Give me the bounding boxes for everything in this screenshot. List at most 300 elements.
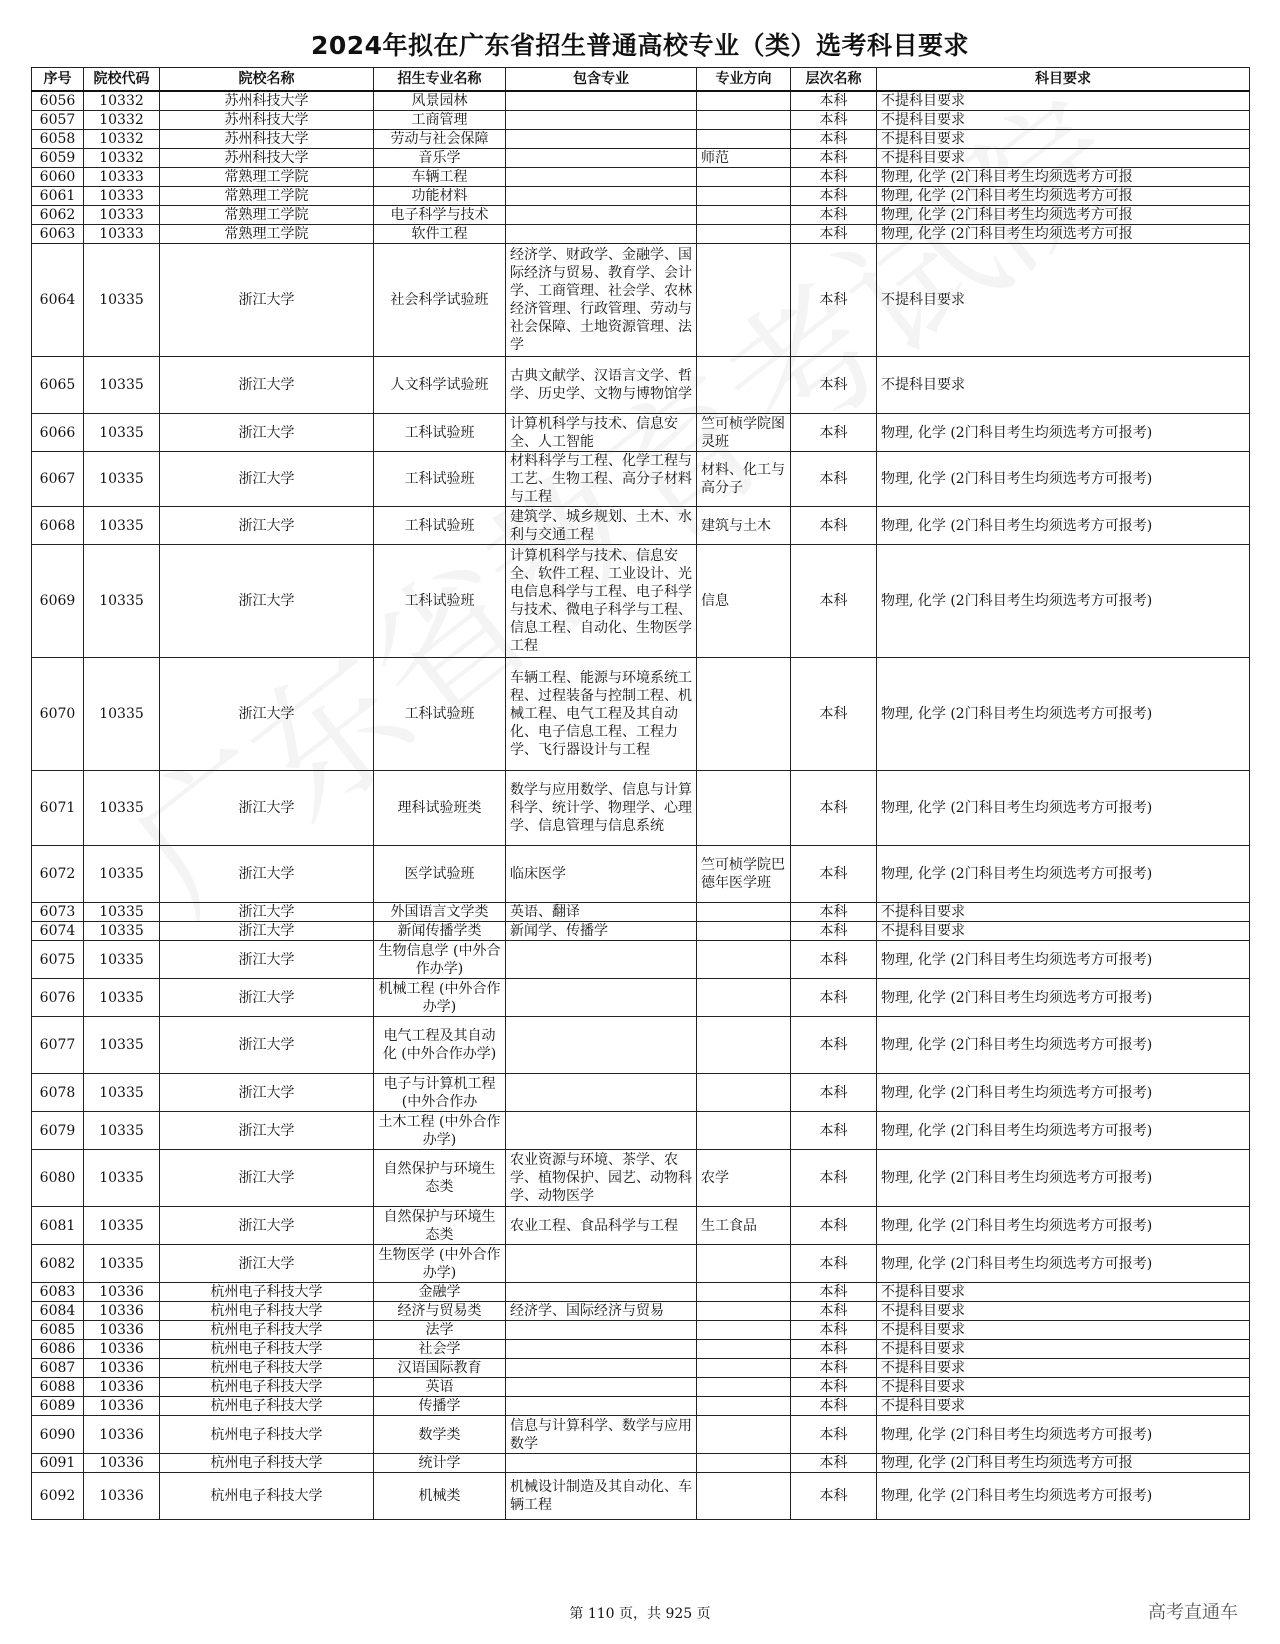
header-school: 院校名称 — [160, 68, 374, 92]
major-direction — [697, 91, 791, 111]
subject-requirement: 不提科目要求 — [877, 1340, 1250, 1359]
school-code: 10336 — [84, 1397, 160, 1416]
row-number: 6062 — [32, 206, 84, 225]
school-code: 10336 — [84, 1283, 160, 1302]
major-name: 汉语国际教育 — [374, 1359, 506, 1378]
school-code: 10335 — [84, 771, 160, 846]
table-row — [32, 357, 1250, 414]
degree-level: 本科 — [791, 1454, 877, 1473]
header-no: 序号 — [32, 68, 84, 92]
row-number: 6074 — [32, 922, 84, 941]
major-name: 英语 — [374, 1378, 506, 1397]
major-name: 人文科学试验班 — [374, 357, 506, 414]
school-name: 苏州科技大学 — [160, 111, 374, 130]
table-row — [32, 545, 1250, 658]
school-code: 10333 — [84, 168, 160, 187]
subject-requirement: 不提科目要求 — [877, 1397, 1250, 1416]
row-number: 6089 — [32, 1397, 84, 1416]
major-name: 医学试验班 — [374, 846, 506, 903]
school-name: 浙江大学 — [160, 357, 374, 414]
row-number: 6079 — [32, 1112, 84, 1150]
table-row — [32, 507, 1250, 545]
degree-level: 本科 — [791, 225, 877, 244]
table-row — [32, 1207, 1250, 1245]
major-direction — [697, 1112, 791, 1150]
included-majors: 英语、翻译 — [506, 903, 697, 922]
school-name: 杭州电子科技大学 — [160, 1378, 374, 1397]
major-name: 机械类 — [374, 1473, 506, 1520]
table-row — [32, 1473, 1250, 1520]
degree-level: 本科 — [791, 658, 877, 771]
school-code: 10335 — [84, 414, 160, 452]
table-row — [32, 244, 1250, 357]
school-code: 10333 — [84, 187, 160, 206]
table-row — [32, 1397, 1250, 1416]
school-name: 浙江大学 — [160, 244, 374, 357]
subject-requirement: 物理, 化学 (2门科目考生均须选考方可报考) — [877, 1017, 1250, 1074]
included-majors: 临床医学 — [506, 846, 697, 903]
major-name: 劳动与社会保障 — [374, 130, 506, 149]
row-number: 6057 — [32, 111, 84, 130]
subject-requirement: 不提科目要求 — [877, 111, 1250, 130]
school-name: 常熟理工学院 — [160, 187, 374, 206]
table-row — [32, 1112, 1250, 1150]
included-majors — [506, 1378, 697, 1397]
included-majors — [506, 149, 697, 168]
page-title: 2024年拟在广东省招生普通高校专业（类）选考科目要求 — [310, 31, 970, 60]
school-name: 常熟理工学院 — [160, 225, 374, 244]
header-code: 院校代码 — [84, 68, 160, 92]
school-code: 10335 — [84, 903, 160, 922]
header-direction: 专业方向 — [697, 68, 791, 92]
major-name: 工科试验班 — [374, 414, 506, 452]
table-row — [32, 922, 1250, 941]
major-name: 新闻传播学类 — [374, 922, 506, 941]
table-row — [32, 771, 1250, 846]
school-name: 杭州电子科技大学 — [160, 1416, 374, 1454]
school-name: 浙江大学 — [160, 771, 374, 846]
major-name: 工商管理 — [374, 111, 506, 130]
major-direction — [697, 111, 791, 130]
table-row — [32, 206, 1250, 225]
school-name: 浙江大学 — [160, 1150, 374, 1207]
included-majors — [506, 168, 697, 187]
subject-requirement: 不提科目要求 — [877, 149, 1250, 168]
table-row — [32, 1321, 1250, 1340]
row-number: 6083 — [32, 1283, 84, 1302]
subject-requirement: 物理, 化学 (2门科目考生均须选考方可报 — [877, 1454, 1250, 1473]
included-majors — [506, 187, 697, 206]
degree-level: 本科 — [791, 507, 877, 545]
school-name: 杭州电子科技大学 — [160, 1359, 374, 1378]
school-name: 杭州电子科技大学 — [160, 1302, 374, 1321]
subject-requirement: 物理, 化学 (2门科目考生均须选考方可报考) — [877, 941, 1250, 979]
row-number: 6068 — [32, 507, 84, 545]
included-majors: 材料科学与工程、化学工程与工艺、生物工程、高分子材料与工程 — [506, 452, 697, 507]
degree-level: 本科 — [791, 1017, 877, 1074]
major-direction — [697, 979, 791, 1017]
school-name: 苏州科技大学 — [160, 91, 374, 111]
school-code: 10335 — [84, 507, 160, 545]
row-number: 6070 — [32, 658, 84, 771]
major-name: 传播学 — [374, 1397, 506, 1416]
row-number: 6092 — [32, 1473, 84, 1520]
subject-requirement: 物理, 化学 (2门科目考生均须选考方可报考) — [877, 1112, 1250, 1150]
school-name: 浙江大学 — [160, 507, 374, 545]
degree-level: 本科 — [791, 1112, 877, 1150]
row-number: 6058 — [32, 130, 84, 149]
subject-requirement: 物理, 化学 (2门科目考生均须选考方可报考) — [877, 1473, 1250, 1520]
row-number: 6086 — [32, 1340, 84, 1359]
school-code: 10335 — [84, 846, 160, 903]
major-direction — [697, 1283, 791, 1302]
subject-requirement: 物理, 化学 (2门科目考生均须选考方可报考) — [877, 1245, 1250, 1283]
school-code: 10335 — [84, 244, 160, 357]
subject-requirement: 物理, 化学 (2门科目考生均须选考方可报考) — [877, 658, 1250, 771]
subject-requirement: 物理, 化学 (2门科目考生均须选考方可报考) — [877, 1074, 1250, 1112]
school-name: 浙江大学 — [160, 979, 374, 1017]
major-direction: 竺可桢学院图灵班 — [697, 414, 791, 452]
subject-requirement: 不提科目要求 — [877, 1359, 1250, 1378]
row-number: 6082 — [32, 1245, 84, 1283]
major-direction — [697, 244, 791, 357]
degree-level: 本科 — [791, 1074, 877, 1112]
degree-level: 本科 — [791, 771, 877, 846]
subject-requirement: 不提科目要求 — [877, 1321, 1250, 1340]
subject-requirement: 物理, 化学 (2门科目考生均须选考方可报考) — [877, 507, 1250, 545]
school-code: 10335 — [84, 1017, 160, 1074]
subject-requirement: 不提科目要求 — [877, 130, 1250, 149]
major-direction: 师范 — [697, 149, 791, 168]
subject-requirement: 物理, 化学 (2门科目考生均须选考方可报考) — [877, 1416, 1250, 1454]
major-name: 社会科学试验班 — [374, 244, 506, 357]
major-name: 生物信息学 (中外合作办学) — [374, 941, 506, 979]
school-code: 10335 — [84, 941, 160, 979]
degree-level: 本科 — [791, 149, 877, 168]
school-code: 10335 — [84, 1074, 160, 1112]
table-row — [32, 149, 1250, 168]
degree-level: 本科 — [791, 922, 877, 941]
school-name: 杭州电子科技大学 — [160, 1321, 374, 1340]
school-name: 浙江大学 — [160, 846, 374, 903]
subject-requirement: 不提科目要求 — [877, 1283, 1250, 1302]
major-name: 音乐学 — [374, 149, 506, 168]
school-name: 杭州电子科技大学 — [160, 1473, 374, 1520]
table-row — [32, 1302, 1250, 1321]
major-name: 理科试验班类 — [374, 771, 506, 846]
table-row — [32, 1017, 1250, 1074]
degree-level: 本科 — [791, 414, 877, 452]
table-row — [32, 1283, 1250, 1302]
row-number: 6061 — [32, 187, 84, 206]
table-row — [32, 941, 1250, 979]
subject-requirement: 物理, 化学 (2门科目考生均须选考方可报考) — [877, 846, 1250, 903]
major-direction — [697, 1245, 791, 1283]
major-name: 电子与计算机工程 (中外合作办 — [374, 1074, 506, 1112]
included-majors — [506, 1017, 697, 1074]
page-footer: 第 110 页，共 925 页 — [569, 1606, 711, 1622]
school-code: 10335 — [84, 452, 160, 507]
included-majors — [506, 1245, 697, 1283]
included-majors — [506, 941, 697, 979]
school-name: 浙江大学 — [160, 1245, 374, 1283]
major-name: 金融学 — [374, 1283, 506, 1302]
major-direction — [697, 1416, 791, 1454]
school-name: 浙江大学 — [160, 545, 374, 658]
included-majors: 建筑学、城乡规划、土木、水利与交通工程 — [506, 507, 697, 545]
school-code: 10335 — [84, 658, 160, 771]
school-code: 10336 — [84, 1416, 160, 1454]
major-name: 土木工程 (中外合作办学) — [374, 1112, 506, 1150]
included-majors: 信息与计算科学、数学与应用数学 — [506, 1416, 697, 1454]
included-majors — [506, 130, 697, 149]
included-majors: 计算机科学与技术、信息安全、软件工程、工业设计、光电信息科学与工程、电子科学与技术、微电子科学与工程、信息工程、自动化、生物医学工程 — [506, 545, 697, 658]
included-majors — [506, 1454, 697, 1473]
subject-requirement: 不提科目要求 — [877, 91, 1250, 111]
table-row — [32, 979, 1250, 1017]
school-code: 10332 — [84, 149, 160, 168]
degree-level: 本科 — [791, 941, 877, 979]
major-direction: 生工食品 — [697, 1207, 791, 1245]
degree-level: 本科 — [791, 1397, 877, 1416]
table-row — [32, 168, 1250, 187]
degree-level: 本科 — [791, 1283, 877, 1302]
row-number: 6077 — [32, 1017, 84, 1074]
major-name: 经济与贸易类 — [374, 1302, 506, 1321]
major-direction — [697, 1017, 791, 1074]
included-majors: 计算机科学与技术、信息安全、人工智能 — [506, 414, 697, 452]
row-number: 6067 — [32, 452, 84, 507]
degree-level: 本科 — [791, 130, 877, 149]
school-name: 浙江大学 — [160, 658, 374, 771]
major-direction — [697, 1321, 791, 1340]
degree-level: 本科 — [791, 1378, 877, 1397]
major-name: 风景园林 — [374, 91, 506, 111]
degree-level: 本科 — [791, 1340, 877, 1359]
included-majors: 农业资源与环境、茶学、农学、植物保护、园艺、动物科学、动物医学 — [506, 1150, 697, 1207]
school-code: 10335 — [84, 357, 160, 414]
degree-level: 本科 — [791, 168, 877, 187]
row-number: 6064 — [32, 244, 84, 357]
school-name: 浙江大学 — [160, 922, 374, 941]
school-code: 10333 — [84, 206, 160, 225]
major-name: 外国语言文学类 — [374, 903, 506, 922]
subject-requirement: 物理, 化学 (2门科目考生均须选考方可报考) — [877, 452, 1250, 507]
degree-level: 本科 — [791, 1359, 877, 1378]
degree-level: 本科 — [791, 244, 877, 357]
school-name: 浙江大学 — [160, 1074, 374, 1112]
table-row — [32, 111, 1250, 130]
row-number: 6060 — [32, 168, 84, 187]
table-row — [32, 225, 1250, 244]
row-number: 6081 — [32, 1207, 84, 1245]
degree-level: 本科 — [791, 979, 877, 1017]
school-name: 浙江大学 — [160, 414, 374, 452]
school-code: 10336 — [84, 1302, 160, 1321]
major-direction — [697, 941, 791, 979]
subject-requirement: 物理, 化学 (2门科目考生均须选考方可报考) — [877, 414, 1250, 452]
school-code: 10335 — [84, 979, 160, 1017]
included-majors — [506, 1112, 697, 1150]
major-direction — [697, 206, 791, 225]
row-number: 6088 — [32, 1378, 84, 1397]
row-number: 6076 — [32, 979, 84, 1017]
included-majors — [506, 1074, 697, 1112]
degree-level: 本科 — [791, 206, 877, 225]
subject-requirement: 不提科目要求 — [877, 922, 1250, 941]
subject-requirement: 不提科目要求 — [877, 357, 1250, 414]
school-name: 浙江大学 — [160, 903, 374, 922]
table-header-row — [32, 68, 1250, 92]
table-row — [32, 452, 1250, 507]
header-requirement: 科目要求 — [877, 68, 1250, 92]
major-direction — [697, 1397, 791, 1416]
included-majors: 数学与应用数学、信息与计算科学、统计学、物理学、心理学、信息管理与信息系统 — [506, 771, 697, 846]
subject-requirement: 物理, 化学 (2门科目考生均须选考方可报考) — [877, 1150, 1250, 1207]
row-number: 6090 — [32, 1416, 84, 1454]
school-code: 10332 — [84, 130, 160, 149]
degree-level: 本科 — [791, 1321, 877, 1340]
row-number: 6087 — [32, 1359, 84, 1378]
subject-requirement: 不提科目要求 — [877, 244, 1250, 357]
major-name: 电气工程及其自动化 (中外合作办学) — [374, 1017, 506, 1074]
subject-requirement: 物理, 化学 (2门科目考生均须选考方可报 — [877, 225, 1250, 244]
major-direction — [697, 187, 791, 206]
major-name: 机械工程 (中外合作办学) — [374, 979, 506, 1017]
subject-requirement: 不提科目要求 — [877, 1302, 1250, 1321]
major-name: 工科试验班 — [374, 658, 506, 771]
major-name: 自然保护与环境生态类 — [374, 1207, 506, 1245]
school-name: 苏州科技大学 — [160, 149, 374, 168]
included-majors: 经济学、财政学、金融学、国际经济与贸易、教育学、会计学、工商管理、社会学、农林经济管理、行政管理、劳动与社会保障、土地资源管理、法学 — [506, 244, 697, 357]
included-majors — [506, 1359, 697, 1378]
included-majors — [506, 91, 697, 111]
school-name: 常熟理工学院 — [160, 206, 374, 225]
row-number: 6056 — [32, 91, 84, 111]
school-code: 10336 — [84, 1340, 160, 1359]
school-code: 10332 — [84, 91, 160, 111]
table-row — [32, 903, 1250, 922]
table-row — [32, 658, 1250, 771]
major-name: 统计学 — [374, 1454, 506, 1473]
row-number: 6085 — [32, 1321, 84, 1340]
school-code: 10336 — [84, 1378, 160, 1397]
major-direction — [697, 1302, 791, 1321]
major-name: 工科试验班 — [374, 507, 506, 545]
degree-level: 本科 — [791, 903, 877, 922]
subject-requirement: 不提科目要求 — [877, 1378, 1250, 1397]
degree-level: 本科 — [791, 1473, 877, 1520]
table-row — [32, 187, 1250, 206]
major-direction: 竺可桢学院巴德年医学班 — [697, 846, 791, 903]
included-majors — [506, 225, 697, 244]
major-direction — [697, 771, 791, 846]
school-code: 10335 — [84, 1207, 160, 1245]
school-code: 10336 — [84, 1321, 160, 1340]
major-direction — [697, 357, 791, 414]
degree-level: 本科 — [791, 111, 877, 130]
school-code: 10335 — [84, 922, 160, 941]
included-majors — [506, 1340, 697, 1359]
table-row — [32, 1454, 1250, 1473]
major-direction — [697, 130, 791, 149]
school-name: 常熟理工学院 — [160, 168, 374, 187]
major-name: 法学 — [374, 1321, 506, 1340]
subject-requirement: 物理, 化学 (2门科目考生均须选考方可报考) — [877, 979, 1250, 1017]
row-number: 6071 — [32, 771, 84, 846]
included-majors — [506, 979, 697, 1017]
subject-requirement: 不提科目要求 — [877, 903, 1250, 922]
major-direction — [697, 1378, 791, 1397]
header-major: 招生专业名称 — [374, 68, 506, 92]
row-number: 6072 — [32, 846, 84, 903]
school-name: 杭州电子科技大学 — [160, 1283, 374, 1302]
major-name: 电子科学与技术 — [374, 206, 506, 225]
major-direction — [697, 922, 791, 941]
included-majors — [506, 111, 697, 130]
table-row — [32, 414, 1250, 452]
school-code: 10335 — [84, 1112, 160, 1150]
degree-level: 本科 — [791, 452, 877, 507]
school-name: 杭州电子科技大学 — [160, 1454, 374, 1473]
subject-requirement: 物理, 化学 (2门科目考生均须选考方可报考) — [877, 771, 1250, 846]
school-name: 杭州电子科技大学 — [160, 1397, 374, 1416]
school-name: 杭州电子科技大学 — [160, 1340, 374, 1359]
table-row — [32, 846, 1250, 903]
degree-level: 本科 — [791, 1150, 877, 1207]
subject-requirement: 物理, 化学 (2门科目考生均须选考方可报 — [877, 206, 1250, 225]
row-number: 6078 — [32, 1074, 84, 1112]
major-direction — [697, 168, 791, 187]
major-direction: 信息 — [697, 545, 791, 658]
degree-level: 本科 — [791, 91, 877, 111]
major-name: 工科试验班 — [374, 545, 506, 658]
major-name: 车辆工程 — [374, 168, 506, 187]
degree-level: 本科 — [791, 1416, 877, 1454]
major-direction — [697, 1359, 791, 1378]
included-majors: 古典文献学、汉语言文学、哲学、历史学、文物与博物馆学 — [506, 357, 697, 414]
major-direction — [697, 225, 791, 244]
major-name: 数学类 — [374, 1416, 506, 1454]
major-name: 软件工程 — [374, 225, 506, 244]
included-majors: 机械设计制造及其自动化、车辆工程 — [506, 1473, 697, 1520]
school-code: 10333 — [84, 225, 160, 244]
school-name: 苏州科技大学 — [160, 130, 374, 149]
major-direction: 材料、化工与高分子 — [697, 452, 791, 507]
table-row — [32, 1378, 1250, 1397]
school-code: 10332 — [84, 111, 160, 130]
row-number: 6075 — [32, 941, 84, 979]
included-majors: 车辆工程、能源与环境系统工程、过程装备与控制工程、机械工程、电气工程及其自动化、电子信息工程、工程力学、飞行器设计与工程 — [506, 658, 697, 771]
included-majors — [506, 1283, 697, 1302]
table-row — [32, 1150, 1250, 1207]
included-majors: 农业工程、食品科学与工程 — [506, 1207, 697, 1245]
included-majors: 新闻学、传播学 — [506, 922, 697, 941]
table-row — [32, 1245, 1250, 1283]
table-row — [32, 130, 1250, 149]
major-direction — [697, 658, 791, 771]
degree-level: 本科 — [791, 846, 877, 903]
school-name: 浙江大学 — [160, 1017, 374, 1074]
degree-level: 本科 — [791, 1207, 877, 1245]
major-name: 功能材料 — [374, 187, 506, 206]
major-name: 社会学 — [374, 1340, 506, 1359]
major-name: 生物医学 (中外合作办学) — [374, 1245, 506, 1283]
major-direction — [697, 903, 791, 922]
school-code: 10335 — [84, 1245, 160, 1283]
school-code: 10335 — [84, 1150, 160, 1207]
row-number: 6091 — [32, 1454, 84, 1473]
